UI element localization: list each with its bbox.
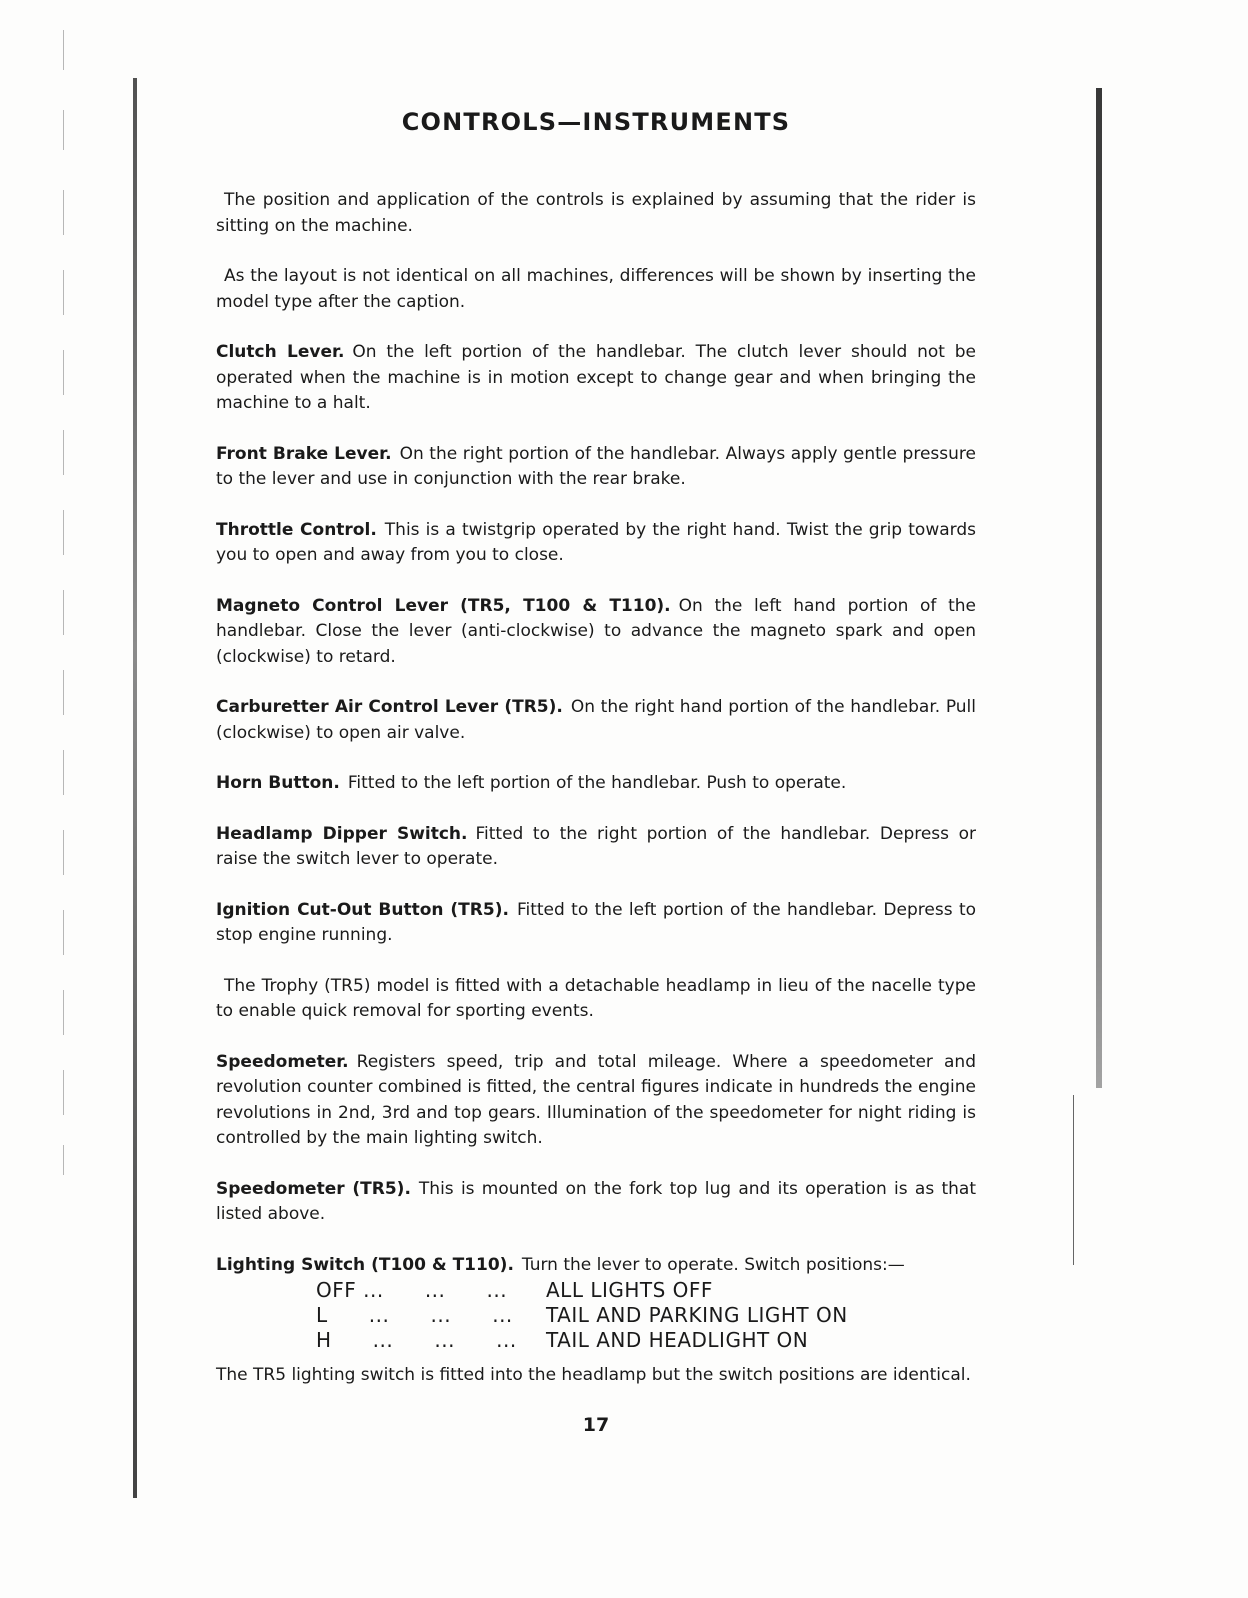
binding-mark: [63, 590, 64, 635]
paragraph-lighting-switch: [216, 1253, 976, 1279]
paragraph-horn-button: [216, 771, 976, 797]
paragraph-heading: Front Brake Lever.: [216, 443, 392, 464]
paragraph-speedometer-tr5: [216, 1177, 976, 1228]
paragraph-headlamp-dipper-switch: [216, 822, 976, 873]
switch-position-key: OFF ... ... ...: [316, 1278, 508, 1302]
switch-position-value: TAIL AND HEADLIGHT ON: [546, 1328, 809, 1352]
paragraph-speedometer: [216, 1050, 976, 1152]
paragraph-magneto-control-lever: [216, 594, 976, 671]
binding-mark: [63, 990, 64, 1035]
paragraph-carburetter-air-control: [216, 695, 976, 746]
paragraph-heading: Lighting Switch (T100 & T110).: [216, 1254, 514, 1275]
paragraph: [216, 264, 976, 315]
paragraph-heading: Speedometer.: [216, 1051, 349, 1072]
paragraph-trophy-note: [216, 974, 976, 1025]
binding-mark: [63, 510, 64, 555]
paragraph-text: Turn the lever to operate. Switch positions:—: [521, 1254, 905, 1275]
page-title: CONTROLS—INSTRUMENTS: [401, 108, 791, 136]
paragraph-ignition-cut-out-button: [216, 898, 976, 949]
switch-positions-table: [316, 1278, 976, 1353]
paragraph-text: Fitted to the left portion of the handlebar. Push to operate.: [347, 773, 847, 793]
binding-mark: [63, 190, 64, 235]
paragraph-front-brake-lever: [216, 442, 976, 493]
paragraph-heading: Throttle Control.: [216, 519, 377, 540]
paragraph-heading: Headlamp Dipper Switch.: [216, 823, 468, 844]
page-content: [216, 100, 976, 1436]
paragraph-heading: Carburetter Air Control Lever (TR5).: [216, 697, 563, 717]
binding-mark: [63, 430, 64, 475]
paragraph-text: The position and application of the controls is explained by assuming that the rider is sitting on the machine.: [216, 190, 976, 236]
paragraph-text: As the layout is not identical on all machines, differences will be shown by inserting the model type after the caption.: [216, 266, 976, 312]
paragraph-text: On the right portion of the handlebar. Always apply gentle pressure to the lever and use in conjunction with the rear brake.: [216, 443, 976, 489]
paragraph-text: Registers speed, trip and total mileage. Where a speedometer and revolution counter combined is fitted, the central figures indicate in hundreds the engine revolutions in 2nd, 3rd and top gears. Illumination of the speedometer for night riding is controlled by the main lighting switch.: [216, 1051, 976, 1148]
binding-mark: [63, 830, 64, 875]
switch-position-value: ALL LIGHTS OFF: [546, 1278, 713, 1302]
switch-position-row: [316, 1278, 976, 1303]
switch-position-key: H ... ... ...: [316, 1328, 517, 1352]
left-page-edge: [133, 78, 137, 1498]
right-page-edge: [1096, 88, 1102, 1088]
binding-mark: [63, 270, 64, 315]
switch-position-row: [316, 1328, 976, 1353]
binding-mark: [63, 670, 64, 715]
paragraph-text: Fitted to the left portion of the handlebar. Depress to stop engine running.: [216, 899, 977, 945]
right-page-edge-line: [1073, 1095, 1074, 1265]
paragraph: [216, 188, 976, 239]
switch-position-value: TAIL AND PARKING LIGHT ON: [546, 1303, 848, 1327]
binding-mark: [63, 110, 64, 150]
binding-mark: [63, 750, 64, 795]
paragraph-heading: Clutch Lever.: [216, 342, 345, 362]
paragraph-text: This is a twistgrip operated by the right hand. Twist the grip towards you to open and away from you to close.: [216, 519, 976, 565]
page-number: 17: [582, 1413, 610, 1436]
paragraph-heading: Ignition Cut-Out Button (TR5).: [216, 899, 509, 920]
paragraph-text: On the right hand portion of the handlebar. Pull (clockwise) to open air valve.: [216, 697, 976, 743]
switch-position-key: L ... ... ...: [316, 1303, 513, 1327]
paragraph-heading: Magneto Control Lever (TR5, T100 & T110).: [216, 595, 671, 616]
paragraph-text: This is mounted on the fork top lug and its operation is as that listed above.: [216, 1178, 976, 1224]
switch-position-row: [316, 1303, 976, 1328]
paragraph-text: On the left portion of the handlebar. The clutch lever should not be operated when the machine is in motion except to change gear and when bringing the machine to a halt.: [216, 342, 976, 413]
paragraph-text: On the left hand portion of the handlebar. Close the lever (anti-clockwise) to advance the magneto spark and open (clockwise) to retard.: [216, 595, 976, 667]
binding-mark: [63, 350, 64, 395]
paragraph-text: Fitted to the right portion of the handlebar. Depress or raise the switch lever to operate.: [216, 823, 976, 869]
binding-mark: [63, 910, 64, 955]
binding-mark: [63, 30, 64, 70]
binding-mark: [63, 1145, 64, 1175]
closing-note: The TR5 lighting switch is fitted into the headlamp but the switch positions are identical.: [216, 1365, 971, 1385]
paragraph-throttle-control: [216, 518, 976, 569]
binding-mark: [63, 1070, 64, 1115]
paragraph-heading: Speedometer (TR5).: [216, 1178, 411, 1199]
paragraph-heading: Horn Button.: [216, 773, 340, 793]
paragraph-text: The Trophy (TR5) model is fitted with a detachable headlamp in lieu of the nacelle type to enable quick removal for sporting events.: [216, 975, 976, 1021]
paragraph-clutch-lever: [216, 340, 976, 417]
